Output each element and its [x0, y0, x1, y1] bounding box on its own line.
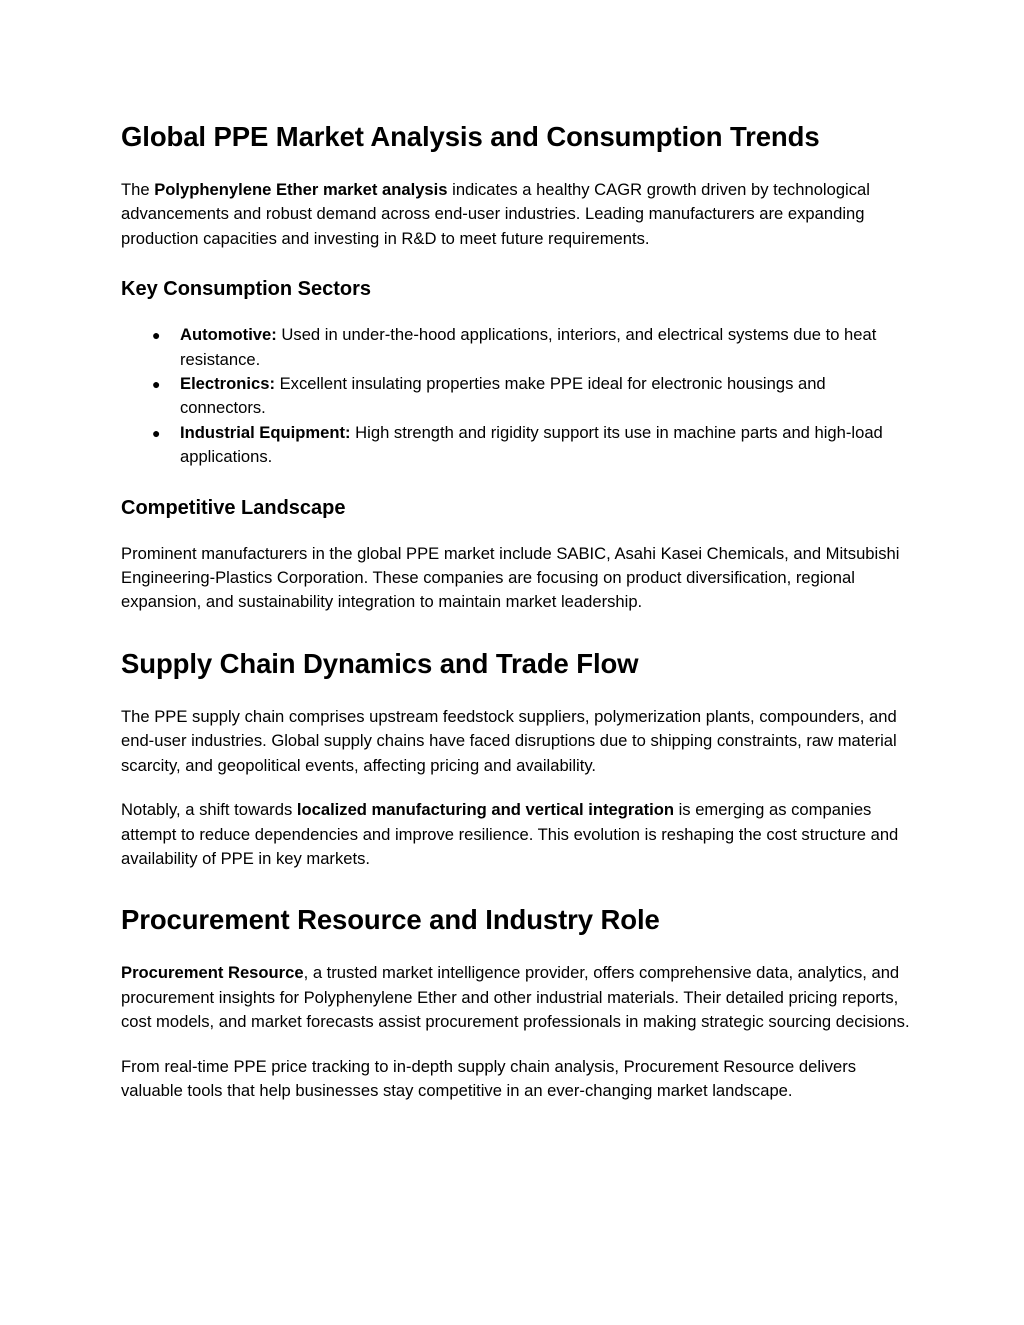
list-item-label: Industrial Equipment:: [180, 422, 351, 442]
list-item-text: High strength and rigidity support its use in machine parts and high-load applications.: [180, 422, 883, 467]
bullet-icon: ●: [152, 424, 161, 441]
heading-supply-chain: Supply Chain Dynamics and Trade Flow: [121, 647, 639, 679]
list-item: [121, 323, 911, 372]
intro-paragraph: [121, 178, 911, 251]
heading-procurement-resource: Procurement Resource and Industry Role: [121, 904, 660, 936]
procurement-bold-term: Procurement Resource: [121, 963, 304, 983]
list-item: [121, 421, 911, 470]
procurement-text-rest: , a trusted market intelligence provider, offers comprehensive data, analytics, and procurement insights for Polyphenylene Ether and other industrial materials. Their detailed pricing reports, cost models, and market forecasts assist procurement professionals in making strategic sourcing decisions.: [121, 963, 910, 1032]
list-item-label: Electronics:: [180, 374, 275, 394]
heading-competitive-landscape: Competitive Landscape: [121, 496, 346, 519]
heading-key-consumption-sectors: Key Consumption Sectors: [121, 278, 372, 301]
list-item-text: Excellent insulating properties make PPE ideal for electronic housings and connectors.: [180, 374, 826, 418]
bullet-icon: ●: [152, 327, 161, 344]
intro-text-rest: indicates a healthy CAGR growth driven by technological advancements and robust demand across end-user industries. Leading manufacturers are expanding production capacities and investing in R&D to meet future requirements.: [121, 180, 870, 248]
document-page: [121, 118, 911, 1103]
heading-market-analysis: Global PPE Market Analysis and Consumption Trends: [121, 121, 820, 152]
procurement-paragraph-2: From real-time PPE price tracking to in-depth supply chain analysis, Procurement Resource delivers valuable tools that help businesses stay competitive in an ever-changing market landscape.: [121, 1056, 857, 1100]
supply-chain-paragraph-1: The PPE supply chain comprises upstream feedstock suppliers, polymerization plants, compounders, and end-user industries. Global supply chains have faced disruptions due to shipping constraints, raw material scarcity, and geopolitical events, affecting pricing and availability.: [121, 706, 897, 775]
intro-text-start: The: [121, 180, 155, 199]
list-item-label: Automotive:: [180, 325, 277, 345]
competitive-paragraph: Prominent manufacturers in the global PPE market include SABIC, Asahi Kasei Chemicals, and Mitsubishi Engineering-Plastics Corporation. These companies are focusing on product diversification, regional expansion, and sustainability integration to maintain market leadership.: [121, 543, 900, 612]
list-item-text: Used in under-the-hood applications, interiors, and electrical systems due to heat resistance.: [180, 325, 877, 369]
list-item: [121, 372, 911, 421]
intro-bold-term: Polyphenylene Ether market analysis: [154, 180, 448, 199]
supply-chain-paragraph-2: [121, 798, 911, 871]
bullet-icon: ●: [152, 376, 161, 393]
supply-text-rest: is emerging as companies attempt to reduce dependencies and improve resilience. This evolution is reshaping the cost structure and availability of PPE in key markets.: [121, 800, 899, 868]
supply-text-start: Notably, a shift towards: [121, 800, 297, 820]
procurement-paragraph-1: [121, 961, 911, 1034]
sectors-list: [121, 323, 911, 469]
supply-bold-term: localized manufacturing and vertical integration: [296, 800, 674, 820]
